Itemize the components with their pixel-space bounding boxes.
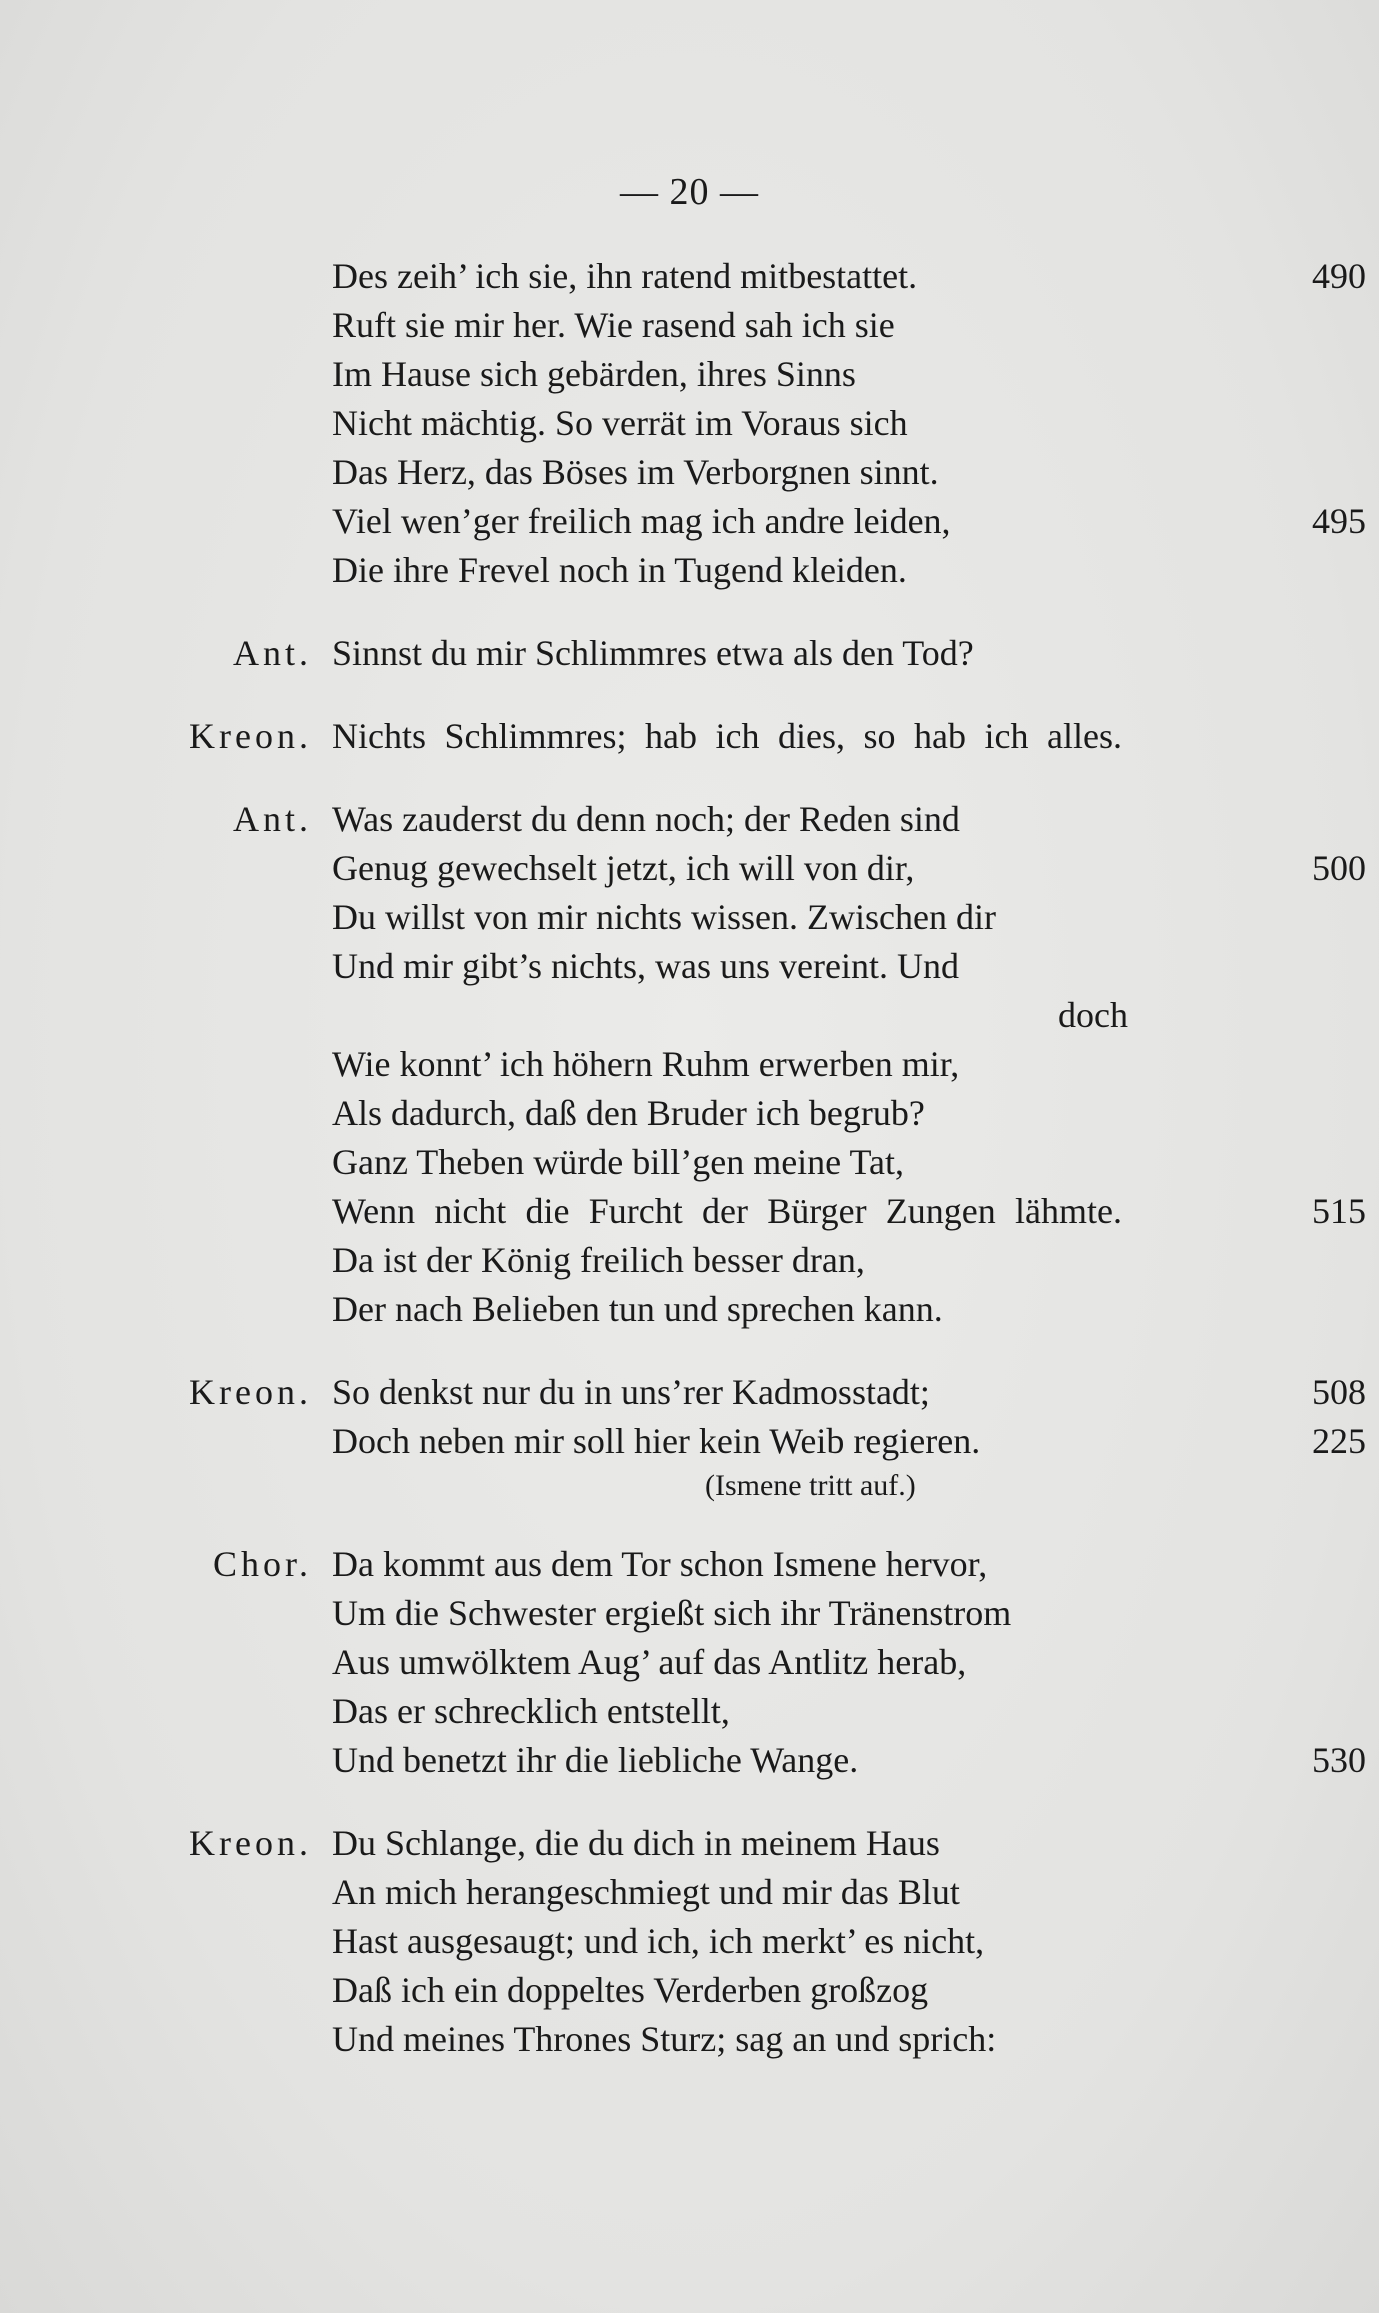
verse-text: Die ihre Frevel noch in Tugend kleiden.	[332, 550, 907, 590]
speaker-label: Kreon.	[189, 716, 312, 756]
verse-text: Doch neben mir soll hier kein Weib regieren.	[332, 1421, 981, 1461]
verse-line	[332, 1368, 1366, 1417]
verse-text: Ganz Theben würde bill’gen meine Tat,	[332, 1142, 904, 1182]
verse-line	[332, 1917, 1122, 1966]
verse-line	[332, 1040, 1122, 1089]
verse-text: Und meines Thrones Sturz; sag an und sprich:	[332, 2019, 997, 2059]
verse-line	[332, 1687, 1122, 1736]
verse-text: Aus umwölktem Aug’ auf das Antlitz herab,	[332, 1642, 967, 1682]
line-number: 490	[1312, 256, 1366, 296]
verse-line	[332, 795, 1122, 844]
verse-text: Sinnst du mir Schlimmres etwa als den Tod?	[332, 633, 974, 673]
verse-line	[332, 1540, 1122, 1589]
drama-text	[160, 252, 1366, 2064]
verse-text: Im Hause sich gebärden, ihres Sinns	[332, 354, 856, 394]
verse-text: Um die Schwester ergießt sich ihr Tränenstrom	[332, 1593, 1012, 1633]
verse-line	[332, 712, 1122, 761]
speech	[160, 1368, 1366, 1506]
verse-text: Wie konnt’ ich höhern Ruhm erwerben mir,	[332, 1044, 960, 1084]
verse-line	[332, 1638, 1122, 1687]
speaker-label: Ant.	[233, 633, 312, 673]
speaker-label: Kreon.	[189, 1372, 312, 1412]
verse-line	[332, 1138, 1122, 1187]
verse-line	[160, 991, 1128, 1040]
stage-direction: (Ismene tritt auf.)	[705, 1469, 916, 1502]
speech	[160, 629, 1230, 678]
verse-text: Der nach Belieben tun und sprechen kann.	[332, 1289, 943, 1329]
verse-text: Viel wen’ger freilich mag ich andre leiden,	[332, 501, 951, 541]
verse-line	[332, 1187, 1366, 1236]
verse-text: Des zeih’ ich sie, ihn ratend mitbestattet.	[332, 256, 918, 296]
speaker-label: Kreon.	[189, 1823, 312, 1863]
verse-line	[332, 1589, 1122, 1638]
verse-line	[332, 350, 1122, 399]
verse-line	[332, 1819, 1122, 1868]
speaker-label: Ant.	[233, 799, 312, 839]
verse-text: Nichts Schlimmres; hab ich dies, so hab ich alles.	[332, 716, 1122, 756]
verse-text: Da ist der König freilich besser dran,	[332, 1240, 865, 1280]
verse-line	[332, 497, 1366, 546]
line-number: 500	[1312, 848, 1366, 888]
verse-text: Du Schlange, die du dich in meinem Haus	[332, 1823, 940, 1863]
line-number: 515	[1312, 1191, 1366, 1231]
verse-line	[332, 1417, 1366, 1466]
verse-line	[332, 1236, 1122, 1285]
verse-line	[332, 301, 1122, 350]
verse-line	[332, 942, 1122, 991]
verse-text: Daß ich ein doppeltes Verderben großzog	[332, 1970, 929, 2010]
verse-line	[332, 448, 1122, 497]
verse-text: Und benetzt ihr die liebliche Wange.	[332, 1740, 859, 1780]
verse-line	[332, 546, 1122, 595]
line-number: 530	[1312, 1740, 1366, 1780]
verse-text: Das Herz, das Böses im Verborgnen sinnt.	[332, 452, 939, 492]
verse-line	[332, 1966, 1122, 2015]
verse-line	[332, 844, 1366, 893]
line-number: 225	[1312, 1421, 1366, 1461]
speech	[160, 1819, 1230, 2064]
verse-text: Du willst von mir nichts wissen. Zwischen dir	[332, 897, 996, 937]
verse-text: Und mir gibt’s nichts, was uns vereint. Und	[332, 946, 959, 986]
verse-line	[332, 1089, 1122, 1138]
verse-text: Als dadurch, daß den Bruder ich begrub?	[332, 1093, 925, 1133]
verse-text: Ruft sie mir her. Wie rasend sah ich sie	[332, 305, 895, 345]
verse-line	[332, 893, 1122, 942]
verse-text: Da kommt aus dem Tor schon Ismene hervor,	[332, 1544, 988, 1584]
speech	[160, 795, 1366, 1334]
verse-line	[332, 399, 1122, 448]
page-number: — 20 —	[620, 171, 759, 213]
verse-line	[332, 1868, 1122, 1917]
speech	[160, 252, 1366, 595]
verse-text: Nicht mächtig. So verrät im Voraus sich	[332, 403, 908, 443]
verse-line	[332, 1285, 1122, 1334]
verse-line	[332, 1736, 1366, 1785]
speaker-label: Chor.	[212, 1544, 312, 1584]
verse-text: Genug gewechselt jetzt, ich will von dir,	[332, 848, 915, 888]
line-number: 508	[1312, 1372, 1366, 1412]
verse-text: Hast ausgesaugt; und ich, ich merkt’ es nicht,	[332, 1921, 985, 1961]
verse-text: Was zauderst du denn noch; der Reden sind	[332, 799, 960, 839]
verse-text: An mich herangeschmiegt und mir das Blut	[332, 1872, 960, 1912]
verse-line	[332, 2015, 1122, 2064]
verse-text: doch	[1058, 995, 1128, 1035]
verse-text: So denkst nur du in uns’rer Kadmosstadt;	[332, 1372, 930, 1412]
line-number: 495	[1312, 501, 1366, 541]
speech	[160, 712, 1230, 761]
verse-line	[332, 629, 1122, 678]
verse-text: Wenn nicht die Furcht der Bürger Zungen lähmte.	[332, 1191, 1122, 1231]
verse-line	[332, 252, 1366, 301]
speech	[160, 1540, 1366, 1785]
verse-text: Das er schrecklich entstellt,	[332, 1691, 730, 1731]
